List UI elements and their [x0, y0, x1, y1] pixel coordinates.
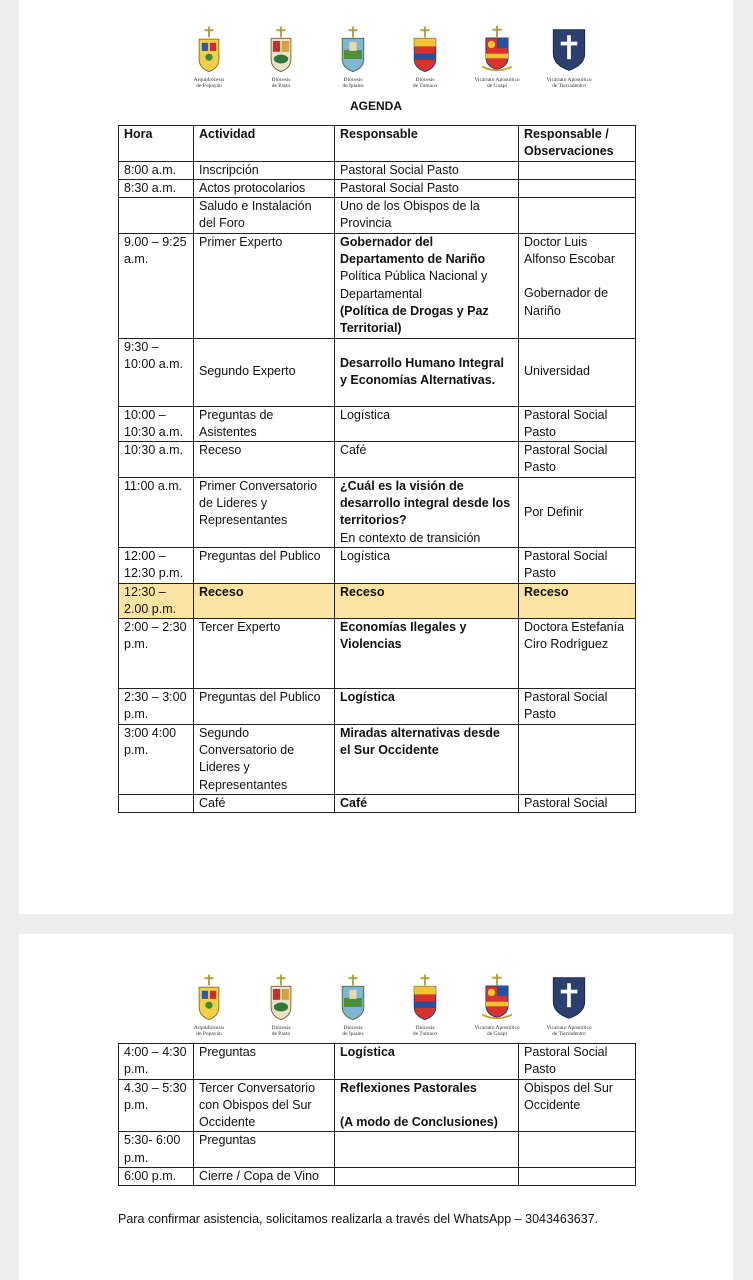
popayan-coat-of-arms-icon: [191, 974, 227, 1022]
logo-diocesis-pasto: [246, 26, 316, 89]
cell-observaciones: Pastoral Social Pasto: [519, 442, 636, 478]
cell-responsable: Desarrollo Humano Integral y Economías Alternativas.: [335, 338, 519, 406]
cell-hora: 2:30 – 3:00 p.m.: [119, 689, 194, 725]
cell-actividad: Segundo Conversatorio de Lideres y Representantes: [194, 724, 335, 794]
cell-responsable: [335, 1132, 519, 1168]
cell-responsable: Logística: [335, 406, 519, 442]
table-row: [119, 724, 636, 794]
agenda-table-continued: [118, 1043, 636, 1186]
cell-actividad: Receso: [194, 583, 335, 619]
cell-responsable: Logística: [335, 1044, 519, 1080]
cell-hora: 8:30 a.m.: [119, 179, 194, 197]
cell-responsable: Logística: [335, 689, 519, 725]
cell-actividad: Café: [194, 794, 335, 812]
logo-diocesis-pasto: [246, 974, 316, 1037]
cell-hora: 12:30 – 2.00 p.m.: [119, 583, 194, 619]
logo-caption: Diócesis de Ipiales: [342, 77, 364, 89]
cell-responsable: Café: [335, 794, 519, 812]
cell-responsable: Receso: [335, 583, 519, 619]
cell-hora: 2:00 – 2:30 p.m.: [119, 619, 194, 689]
guapi-coat-of-arms-icon: [477, 26, 517, 74]
cell-responsable: Miradas alternativas desde el Sur Occidente: [335, 724, 519, 794]
cell-actividad: Tercer Experto: [194, 619, 335, 689]
logo-caption: Vicariato Apostólico de Guapi: [474, 1025, 520, 1037]
cell-actividad: Actos protocolarios: [194, 179, 335, 197]
cell-actividad: Preguntas de Asistentes: [194, 406, 335, 442]
table-row: [119, 161, 636, 179]
logo-vicariato-guapi: [462, 974, 532, 1037]
logo-diocesis-tumaco: [390, 26, 460, 89]
cell-actividad: Preguntas del Publico: [194, 689, 335, 725]
cell-actividad: Tercer Conversatorio con Obispos del Sur Occidente: [194, 1079, 335, 1132]
observacion-text: Doctor Luis Alfonso Escobar: [524, 234, 616, 267]
cell-responsable: [335, 1079, 519, 1132]
logo-arquidiocesis-popayan: [174, 26, 244, 89]
cell-actividad: Primer Conversatorio de Lideres y Representantes: [194, 477, 335, 547]
agenda-title: AGENDA: [349, 99, 402, 113]
responsable-text: En contexto de transición: [340, 530, 481, 545]
ipiales-coat-of-arms-icon: [335, 26, 371, 74]
logo-diocesis-ipiales: [318, 974, 388, 1037]
cell-responsable: Pastoral Social Pasto: [335, 161, 519, 179]
cell-observaciones: Universidad: [519, 338, 636, 406]
responsable-bold: (Política de Drogas y Paz Territorial): [340, 303, 489, 336]
table-header-row: [119, 126, 636, 162]
logo-diocesis-tumaco: [390, 974, 460, 1037]
logo-caption: Diócesis de Pasto: [271, 1025, 291, 1037]
table-row: [119, 619, 636, 689]
cell-observaciones: [519, 179, 636, 197]
responsable-bold: (A modo de Conclusiones): [340, 1114, 498, 1129]
cell-observaciones: Pastoral Social Pasto: [519, 689, 636, 725]
tumaco-coat-of-arms-icon: [407, 974, 443, 1022]
cell-actividad: Receso: [194, 442, 335, 478]
table-row: [119, 442, 636, 478]
agenda-table: [118, 125, 636, 813]
cell-hora: 8:00 a.m.: [119, 161, 194, 179]
cell-observaciones: Obispos del Sur Occidente: [519, 1079, 636, 1132]
cell-observaciones: Por Definir: [519, 477, 636, 547]
table-row: [119, 338, 636, 406]
logo-diocesis-ipiales: [318, 26, 388, 89]
table-row: [119, 794, 636, 812]
cell-hora: 10:30 a.m.: [119, 442, 194, 478]
cell-observaciones: Pastoral Social: [519, 794, 636, 812]
table-row: [119, 1044, 636, 1080]
logo-caption: Arquidiócesis de Popayán: [193, 1025, 225, 1037]
cell-observaciones: Receso: [519, 583, 636, 619]
document-page-2: [19, 934, 733, 1280]
table-row-highlighted: [119, 583, 636, 619]
cell-hora: 12:00 – 12:30 p.m.: [119, 547, 194, 583]
cell-observaciones: [519, 1168, 636, 1186]
cell-responsable: Logística: [335, 547, 519, 583]
table-row: [119, 233, 636, 338]
cell-observaciones: [519, 161, 636, 179]
document-page-1: [19, 0, 733, 914]
cell-observaciones: [519, 1132, 636, 1168]
cell-responsable: [335, 233, 519, 338]
table-row: [119, 406, 636, 442]
table-row: [119, 198, 636, 234]
logo-caption: Vicariato Apostólico de Tierradentro: [546, 1025, 592, 1037]
responsable-bold: Reflexiones Pastorales: [340, 1080, 477, 1095]
cell-hora: 4.30 – 5:30 p.m.: [119, 1079, 194, 1132]
logo-vicariato-guapi: [462, 26, 532, 89]
pasto-coat-of-arms-icon: [263, 26, 299, 74]
tierradentro-shield-icon: [549, 26, 589, 74]
pasto-coat-of-arms-icon: [263, 974, 299, 1022]
table-row: [119, 547, 636, 583]
cell-actividad: Saludo e Instalación del Foro: [194, 198, 335, 234]
cell-hora: 9.00 – 9:25 a.m.: [119, 233, 194, 338]
cell-hora: [119, 198, 194, 234]
cell-observaciones: [519, 233, 636, 338]
cell-hora: 3:00 4:00 p.m.: [119, 724, 194, 794]
table-row: [119, 1132, 636, 1168]
cell-actividad: Inscripción: [194, 161, 335, 179]
logo-caption: Diócesis de Pasto: [271, 77, 291, 89]
diocese-logos-header: [174, 26, 604, 89]
table-row: [119, 1168, 636, 1186]
cell-actividad: Preguntas: [194, 1044, 335, 1080]
cell-actividad: Preguntas del Publico: [194, 547, 335, 583]
responsable-bold: Gobernador del Departamento de Nariño: [340, 234, 486, 267]
cell-responsable: [335, 477, 519, 547]
table-row: [119, 689, 636, 725]
logo-caption: Diócesis de Tumaco: [412, 1025, 438, 1037]
table-row: [119, 1079, 636, 1132]
cell-responsable: Café: [335, 442, 519, 478]
header-hora: Hora: [119, 126, 194, 162]
cell-hora: 11:00 a.m.: [119, 477, 194, 547]
cell-actividad: Primer Experto: [194, 233, 335, 338]
cell-actividad: Preguntas: [194, 1132, 335, 1168]
cell-observaciones: [519, 724, 636, 794]
cell-actividad: Segundo Experto: [194, 338, 335, 406]
cell-observaciones: Pastoral Social Pasto: [519, 1044, 636, 1080]
cell-observaciones: Pastoral Social Pasto: [519, 406, 636, 442]
cell-responsable: Economías Ilegales y Violencias: [335, 619, 519, 689]
tumaco-coat-of-arms-icon: [407, 26, 443, 74]
responsable-text: Política Pública Nacional y Departamental: [340, 269, 488, 301]
cell-hora: 6:00 p.m.: [119, 1168, 194, 1186]
logo-caption: Vicariato Apostólico de Tierradentro: [546, 77, 592, 89]
logo-caption: Diócesis de Tumaco: [412, 77, 438, 89]
cell-hora: 10:00 – 10:30 a.m.: [119, 406, 194, 442]
observacion-text: Gobernador de Nariño: [524, 286, 609, 318]
logo-caption: Arquidiócesis de Popayán: [193, 77, 225, 89]
diocese-logos-header: [174, 974, 604, 1037]
header-observaciones: Responsable / Observaciones: [519, 126, 636, 162]
cell-hora: 5:30- 6:00 p.m.: [119, 1132, 194, 1168]
logo-caption: Diócesis de Ipiales: [342, 1025, 364, 1037]
tierradentro-shield-icon: [549, 974, 589, 1022]
whatsapp-confirmation-note: Para confirmar asistencia, solicitamos realizarla a través del WhatsApp – 3043463637.: [118, 1212, 599, 1226]
responsable-bold: ¿Cuál es la visión de desarrollo integral desde los territorios?: [340, 478, 511, 528]
logo-caption: Vicariato Apostólico de Guapi: [474, 77, 520, 89]
cell-hora: 4:00 – 4:30 p.m.: [119, 1044, 194, 1080]
cell-hora: 9:30 – 10:00 a.m.: [119, 338, 194, 406]
guapi-coat-of-arms-icon: [477, 974, 517, 1022]
table-row: [119, 477, 636, 547]
logo-arquidiocesis-popayan: [174, 974, 244, 1037]
table-row: [119, 179, 636, 197]
cell-responsable: Uno de los Obispos de la Provincia: [335, 198, 519, 234]
cell-observaciones: [519, 198, 636, 234]
cell-responsable: [335, 1168, 519, 1186]
ipiales-coat-of-arms-icon: [335, 974, 371, 1022]
cell-observaciones: Pastoral Social Pasto: [519, 547, 636, 583]
popayan-coat-of-arms-icon: [191, 26, 227, 74]
header-actividad: Actividad: [194, 126, 335, 162]
cell-hora: [119, 794, 194, 812]
header-responsable: Responsable: [335, 126, 519, 162]
logo-vicariato-tierradentro: [534, 26, 604, 89]
cell-responsable: Pastoral Social Pasto: [335, 179, 519, 197]
logo-vicariato-tierradentro: [534, 974, 604, 1037]
cell-actividad: Cierre / Copa de Vino: [194, 1168, 335, 1186]
cell-observaciones: Doctora Estefanía Ciro Rodríguez: [519, 619, 636, 689]
